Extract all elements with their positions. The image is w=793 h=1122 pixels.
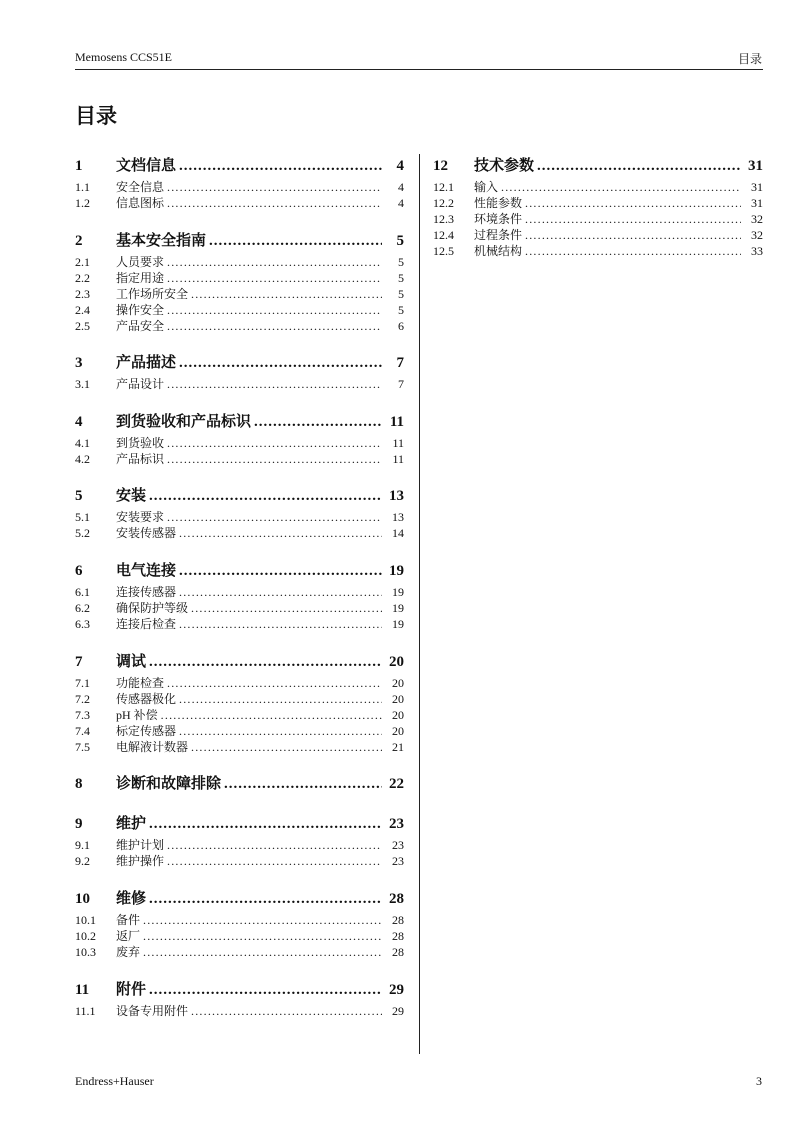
toc-entry-number: 12.4 [433,228,454,242]
toc-entry[interactable] [75,179,404,195]
toc-section-number: 2 [75,233,83,249]
dot-leader [188,1003,382,1019]
toc-section [75,351,404,392]
dot-leader [164,435,382,451]
toc-section [75,154,404,211]
toc-entry-page: 20 [392,692,404,706]
toc-entry[interactable] [75,739,404,755]
toc-section-number: 10 [75,891,90,907]
toc-section-title: 安装 [116,488,147,504]
toc-entry-title: 废弃 [116,945,141,959]
toc-section-page: 19 [389,563,404,579]
toc-entry-page: 11 [392,452,404,466]
toc-entry[interactable] [75,302,404,318]
toc-section [75,887,404,960]
toc-entry-page: 31 [751,196,763,210]
toc-entry-number: 6.3 [75,617,90,631]
dot-leader [176,691,382,707]
header-product: Memosens CCS51E [75,50,173,64]
toc-entry-page: 23 [392,854,404,868]
toc-entry-page: 13 [392,510,404,524]
toc-section-title: 到货验收和产品标识 [116,414,252,430]
toc-entry-title: 产品设计 [116,377,165,391]
toc-entry-number: 10.1 [75,913,96,927]
toc-section-title: 技术参数 [474,158,535,174]
toc-entry-page: 14 [392,526,404,540]
toc-entry[interactable] [75,376,404,392]
dot-leader [164,302,382,318]
toc-entry-page: 20 [392,724,404,738]
dot-leader [140,912,382,928]
dot-leader [176,154,382,178]
toc-entry[interactable] [75,270,404,286]
toc-entry-title: 过程条件 [474,228,523,242]
dot-leader [522,195,741,211]
toc-section-page: 28 [389,891,404,907]
toc-entry-title: 维护操作 [116,854,165,868]
toc-entry-number: 5.1 [75,510,90,524]
toc-section-number: 6 [75,563,83,579]
toc-entry-title: 人员要求 [116,255,165,269]
toc-entry-page: 20 [392,676,404,690]
toc-entry-page: 5 [398,271,404,285]
toc-entry[interactable] [75,286,404,302]
dot-leader [522,243,741,259]
toc-entry-number: 1.1 [75,180,90,194]
toc-entry[interactable] [75,254,404,270]
toc-entry-number: 6.2 [75,601,90,615]
dot-leader [146,887,382,911]
toc-section [75,229,404,334]
toc-entry-title: 环境条件 [474,212,523,226]
toc-section-title: 产品描述 [116,355,177,371]
toc-section [75,484,404,541]
dot-leader [146,812,382,836]
dot-leader [164,376,382,392]
toc-entry[interactable] [75,707,404,723]
toc-entry-number: 9.1 [75,838,90,852]
toc-section-heading[interactable] [75,772,404,796]
toc-section-heading[interactable] [75,978,404,1002]
dot-leader [164,451,382,467]
toc-section-title: 诊断和故障排除 [116,776,222,792]
toc-entry-page: 23 [392,838,404,852]
toc-entry-page: 4 [398,180,404,194]
toc-section [75,978,404,1019]
toc-entry-title: 安装要求 [116,510,165,524]
toc-entry-number: 3.1 [75,377,90,391]
toc-entry-page: 11 [392,436,404,450]
toc-section-title: 调试 [116,654,147,670]
toc-section-title: 文档信息 [116,158,177,174]
toc-entry-number: 2.3 [75,287,90,301]
toc-entry-title: 维护计划 [116,838,165,852]
toc-section-number: 11 [75,982,90,998]
toc-section [433,154,763,259]
toc-entry[interactable] [75,318,404,334]
dot-leader [164,179,382,195]
toc-entry[interactable] [433,243,763,259]
toc-entry[interactable] [75,912,404,928]
toc-section-title: 维护 [116,816,147,832]
toc-section-heading[interactable] [75,154,404,178]
toc-entry-title: 返厂 [116,929,141,943]
toc-entry[interactable] [75,509,404,525]
toc-entry-title: 安装传感器 [116,526,177,540]
dot-leader [164,675,382,691]
toc-entry-number: 12.5 [433,244,454,258]
toc-section-page: 5 [396,233,404,249]
toc-entry-page: 28 [392,913,404,927]
toc-entry-page: 29 [392,1004,404,1018]
toc-entry-number: 4.1 [75,436,90,450]
toc-entry-page: 7 [398,377,404,391]
toc-entry[interactable] [75,723,404,739]
dot-leader [188,739,382,755]
toc-entry-title: 指定用途 [116,271,165,285]
toc-entry[interactable] [75,1003,404,1019]
toc-entry-page: 5 [398,303,404,317]
toc-section-page: 13 [389,488,404,504]
toc-entry-title: 性能参数 [474,196,523,210]
column-divider [419,154,420,1054]
toc-entry-number: 4.2 [75,452,90,466]
toc-entry-title: 备件 [116,913,141,927]
dot-leader [176,351,382,375]
dot-leader [251,410,382,434]
toc-section-page: 20 [389,654,404,670]
dot-leader [522,227,741,243]
footer-brand: Endress+Hauser [75,1074,154,1088]
dot-leader [164,318,382,334]
toc-entry[interactable] [75,451,404,467]
toc-section-title: 电气连接 [116,563,177,579]
toc-section-page: 4 [396,158,404,174]
toc-section-page: 29 [389,982,404,998]
toc-entry-page: 19 [392,601,404,615]
toc-entry-page: 5 [398,287,404,301]
toc-entry[interactable] [433,211,763,227]
toc-section-heading[interactable] [75,484,404,508]
toc-entry-number: 9.2 [75,854,90,868]
dot-leader [498,179,741,195]
dot-leader [158,707,382,723]
toc-section-number: 5 [75,488,83,504]
toc-entry-number: 12.1 [433,180,454,194]
dot-leader [176,616,382,632]
toc-entry-page: 32 [751,228,763,242]
toc-entry-page: 28 [392,945,404,959]
dot-leader [176,525,382,541]
dot-leader [146,978,382,1002]
toc-section [75,772,404,797]
toc-entry[interactable] [75,435,404,451]
footer-page-number: 3 [756,1074,762,1088]
toc-entry-title: 输入 [474,180,499,194]
toc-section-heading[interactable] [75,650,404,674]
toc-entry[interactable] [75,928,404,944]
toc-entry[interactable] [75,837,404,853]
toc-entry[interactable] [75,675,404,691]
dot-leader [176,559,382,583]
toc-entry[interactable] [75,616,404,632]
toc-entry-title: 信息图标 [116,196,165,210]
toc-entry-title: 操作安全 [116,303,165,317]
toc-entry-number: 2.5 [75,319,90,333]
toc-section-heading[interactable] [75,887,404,911]
toc-entry-page: 21 [392,740,404,754]
toc-entry-title: 功能检查 [116,676,165,690]
toc-entry[interactable] [75,600,404,616]
toc-section-heading[interactable] [75,351,404,375]
toc-entry-title: 安全信息 [116,180,165,194]
toc-entry-page: 5 [398,255,404,269]
toc-section-number: 8 [75,776,83,792]
toc-section-heading[interactable] [75,229,404,253]
dot-leader [164,254,382,270]
toc-entry[interactable] [75,691,404,707]
toc-entry[interactable] [433,195,763,211]
dot-leader [146,484,382,508]
toc-entry[interactable] [75,584,404,600]
toc-entry[interactable] [75,944,404,960]
toc-entry[interactable] [75,853,404,869]
toc-section-number: 3 [75,355,83,371]
dot-leader [164,509,382,525]
dot-leader [188,286,382,302]
toc-entry-number: 6.1 [75,585,90,599]
toc-entry-title: 产品安全 [116,319,165,333]
toc-entry-title: 确保防护等级 [116,601,189,615]
toc-section [75,410,404,467]
toc-entry-title: 连接后检查 [116,617,177,631]
header-rule [75,69,763,70]
toc-entry-title: pH 补偿 [116,708,158,722]
toc-section-number: 7 [75,654,83,670]
toc-section-page: 23 [389,816,404,832]
toc-entry-title: 到货验收 [116,436,165,450]
toc-section [75,812,404,869]
dot-leader [146,650,382,674]
toc-entry-title: 设备专用附件 [116,1004,189,1018]
toc-entry-number: 7.5 [75,740,90,754]
toc-entry-page: 32 [751,212,763,226]
toc-entry-page: 33 [751,244,763,258]
toc-section-number: 4 [75,414,83,430]
toc-entry-number: 5.2 [75,526,90,540]
toc-section-heading[interactable] [75,559,404,583]
toc-entry[interactable] [75,525,404,541]
toc-entry-title: 电解液计数器 [116,740,189,754]
toc-entry-title: 工作场所安全 [116,287,189,301]
toc-entry-number: 12.3 [433,212,454,226]
toc-section-number: 12 [433,158,448,174]
toc-entry-page: 20 [392,708,404,722]
toc-entry-number: 7.3 [75,708,90,722]
dot-leader [522,211,741,227]
toc-entry-page: 19 [392,617,404,631]
toc-section-page: 11 [389,414,404,430]
dot-leader [164,270,382,286]
toc-section-page: 22 [389,776,404,792]
dot-leader [164,195,382,211]
toc-entry-title: 连接传感器 [116,585,177,599]
toc-section-number: 9 [75,816,83,832]
dot-leader [164,853,382,869]
toc-entry-title: 传感器极化 [116,692,177,706]
toc-entry-number: 1.2 [75,196,90,210]
toc-entry-number: 2.2 [75,271,90,285]
toc-entry[interactable] [75,195,404,211]
toc-entry-title: 机械结构 [474,244,523,258]
toc-entry-page: 19 [392,585,404,599]
dot-leader [176,584,382,600]
toc-entry-title: 产品标识 [116,452,165,466]
toc-section [75,650,404,755]
dot-leader [176,723,382,739]
toc-section-page: 31 [748,158,763,174]
dot-leader [164,837,382,853]
toc-entry-number: 10.3 [75,945,96,959]
toc-entry-number: 7.1 [75,676,90,690]
toc-section [75,559,404,632]
toc-entry-page: 6 [398,319,404,333]
toc-entry[interactable] [433,179,763,195]
toc-entry-title: 标定传感器 [116,724,177,738]
dot-leader [221,772,382,796]
dot-leader [140,928,382,944]
toc-entry-number: 10.2 [75,929,96,943]
toc-entry[interactable] [433,227,763,243]
dot-leader [188,600,382,616]
toc-entry-page: 31 [751,180,763,194]
toc-entry-page: 4 [398,196,404,210]
dot-leader [140,944,382,960]
toc-section-page: 7 [396,355,404,371]
toc-section-title: 基本安全指南 [116,233,207,249]
toc-entry-page: 28 [392,929,404,943]
toc-section-title: 附件 [116,982,147,998]
page-title: 目录 [75,104,117,128]
toc-entry-number: 7.2 [75,692,90,706]
dot-leader [206,229,382,253]
toc-section-heading[interactable] [75,410,404,434]
toc-section-number: 1 [75,158,83,174]
toc-entry-number: 11.1 [75,1004,96,1018]
toc-section-title: 维修 [116,891,147,907]
toc-section-heading[interactable] [433,154,763,178]
header-section: 目录 [737,52,762,66]
toc-entry-number: 12.2 [433,196,454,210]
toc-entry-number: 2.1 [75,255,90,269]
dot-leader [534,154,741,178]
toc-entry-number: 7.4 [75,724,90,738]
toc-section-heading[interactable] [75,812,404,836]
toc-entry-number: 2.4 [75,303,90,317]
